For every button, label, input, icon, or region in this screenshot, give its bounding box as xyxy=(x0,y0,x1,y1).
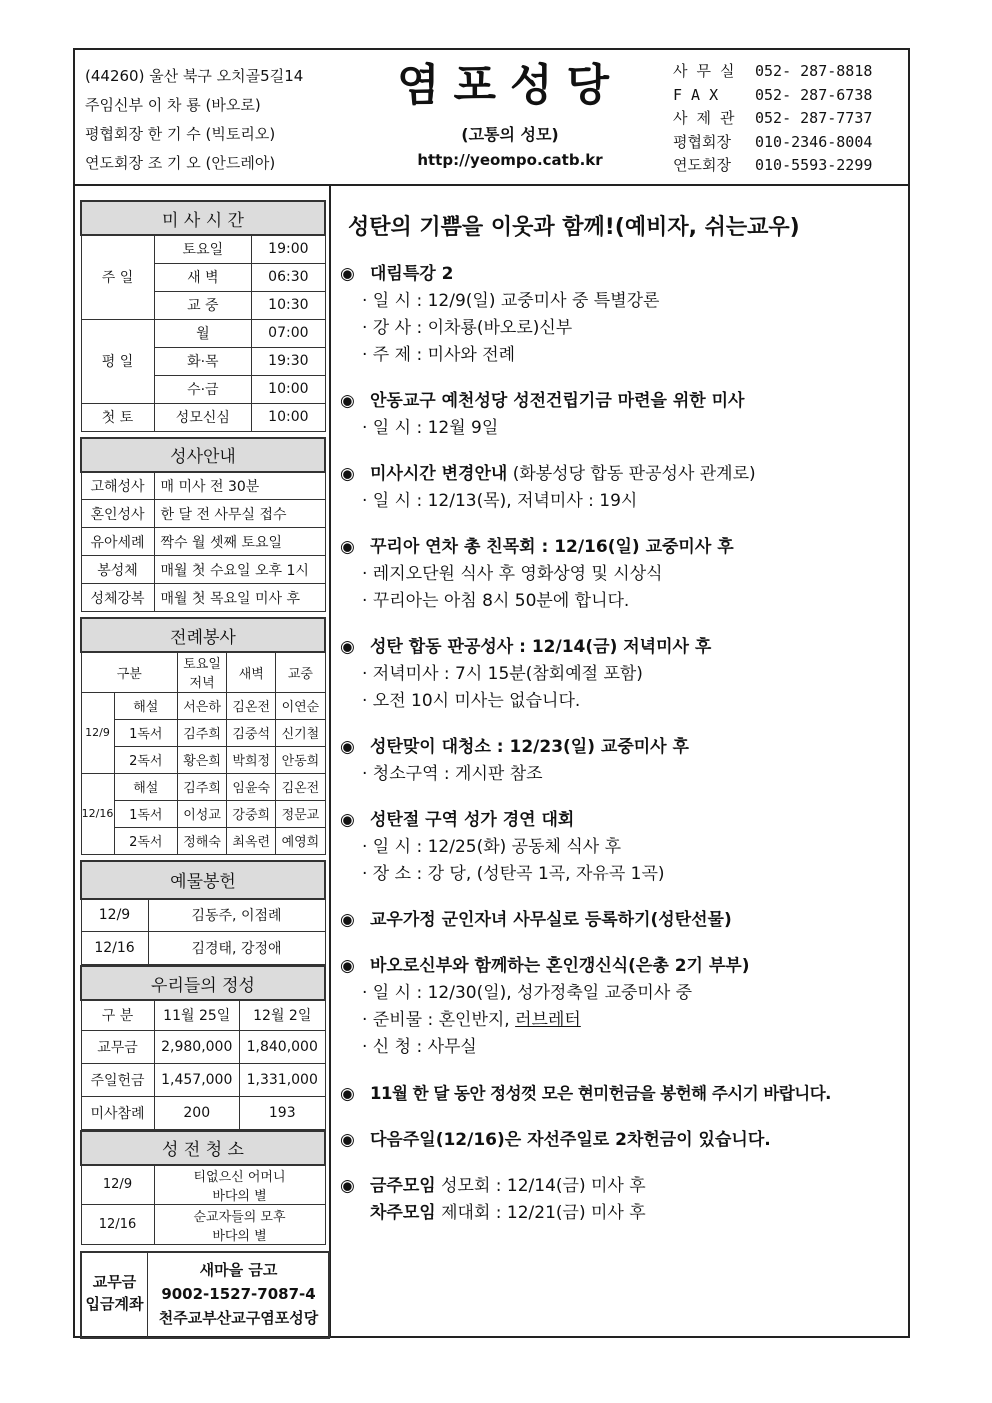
parish-url[interactable]: http://yeompo.catb.kr xyxy=(417,151,603,169)
sacrament-desc: 한 달 전 사무실 접수 xyxy=(154,500,325,528)
meeting-label: 금주모임 xyxy=(370,1176,436,1196)
mass-day: 월 xyxy=(154,319,252,347)
notice-title: 다음주일(12/16)은 자선주일로 2차헌금이 있습니다. xyxy=(370,1130,771,1150)
mass-time: 10:30 xyxy=(252,291,325,319)
name-cell: 황은희 xyxy=(178,746,227,773)
notice-line: · 일 시 : 12월 9일 xyxy=(362,418,499,438)
name-cell: 이성교 xyxy=(178,800,227,827)
role: 2독서 xyxy=(114,746,178,773)
name-cell: 최옥련 xyxy=(227,827,276,854)
mass-time: 19:00 xyxy=(252,235,325,263)
donation-value: 193 xyxy=(240,1096,326,1129)
name-cell: 이연순 xyxy=(276,692,325,719)
offering-date: 12/9 xyxy=(81,899,148,932)
name-cell: 박희정 xyxy=(227,746,276,773)
name-cell: 예영희 xyxy=(276,827,325,854)
cleaning-line: 티없으신 어머니 xyxy=(193,1169,286,1185)
contact-label: 연도회장 xyxy=(673,156,731,174)
offering-names: 김경태, 강정애 xyxy=(148,932,325,965)
notices-column xyxy=(340,200,905,1246)
parish-title: 염포성당 xyxy=(396,60,623,111)
notice-item xyxy=(340,388,905,442)
notice-line: · 꾸리아는 아침 8시 50분에 합니다. xyxy=(362,591,630,611)
notice-title: 성탄절 구역 성가 경연 대회 xyxy=(370,810,575,830)
contact-label: 사 무 실 xyxy=(673,62,735,80)
bullet-icon: ◉ xyxy=(340,537,355,557)
col-header-line: 저녁 xyxy=(189,676,215,692)
bullet-icon: ◉ xyxy=(340,810,355,830)
weekday-label: 평 일 xyxy=(81,319,154,403)
mass-time: 19:30 xyxy=(252,347,325,375)
mass-day: 교 중 xyxy=(154,291,252,319)
name-cell: 김온전 xyxy=(227,692,276,719)
role: 해설 xyxy=(114,692,178,719)
col-header xyxy=(178,652,227,692)
bulletin-frame xyxy=(73,48,910,1338)
notice-line: · 일 시 : 12/30(일), 성가정축일 교중미사 중 xyxy=(362,983,693,1003)
contact-value: 010-5593-2299 xyxy=(755,156,873,174)
notice-item xyxy=(340,734,905,788)
mass-day: 토요일 xyxy=(154,235,252,263)
cleaning-group xyxy=(154,1205,325,1245)
mass-day: 화·목 xyxy=(154,347,252,375)
bank-account-number: 9002-1527-7087-4 xyxy=(161,1285,316,1303)
notice-item xyxy=(340,907,905,934)
sacrament-desc: 매월 첫 목요일 미사 후 xyxy=(154,584,325,612)
group-date: 12/16 xyxy=(81,773,114,854)
col-header: 구분 xyxy=(81,652,178,692)
role: 1독서 xyxy=(114,800,178,827)
first-sat-label: 첫 토 xyxy=(81,403,154,431)
notice-title: 대림특강 2 xyxy=(370,264,454,284)
notice-title: 안동교구 예천성당 성전건립기금 마련을 위한 미사 xyxy=(370,391,745,411)
contact-label: 사 제 관 xyxy=(673,109,735,127)
sacrament-desc: 매월 첫 수요일 오후 1시 xyxy=(154,556,325,584)
bullet-icon: ◉ xyxy=(340,391,355,411)
name-cell: 정문교 xyxy=(276,800,325,827)
sacrament-name: 성체강복 xyxy=(81,584,154,612)
pastor-line: 주임신부 이 차 룡 (바오로) xyxy=(85,96,261,114)
name-cell: 서은하 xyxy=(178,692,227,719)
bank-label-line: 교무금 xyxy=(92,1273,137,1291)
contact-value: 010-2346-8004 xyxy=(755,132,873,151)
col-header: 새벽 xyxy=(227,652,276,692)
notice-item xyxy=(340,534,905,615)
name-cell: 김온전 xyxy=(276,773,325,800)
notice-line-text: · 준비물 : 혼인반지, xyxy=(362,1010,516,1030)
bank-label-line: 입금계좌 xyxy=(85,1295,144,1313)
role: 해설 xyxy=(114,773,178,800)
role: 2독서 xyxy=(114,827,178,854)
address-line: (44260) 울산 북구 오치골5길14 xyxy=(85,67,304,85)
notice-item xyxy=(340,953,905,1061)
mass-times-table xyxy=(80,200,326,432)
section-heading: 성사안내 xyxy=(81,438,325,472)
mass-time: 10:00 xyxy=(252,375,325,403)
prayer-president-line: 연도회장 조 기 오 (안드레아) xyxy=(85,154,276,172)
cleaning-table xyxy=(80,1130,326,1246)
bullet-icon: ◉ xyxy=(340,464,355,484)
notices-headline: 성탄의 기쁨을 이웃과 함께!(예비자, 쉬는교우) xyxy=(348,215,800,240)
cleaning-line: 순교자들의 모후 xyxy=(193,1209,286,1225)
contact-row xyxy=(673,84,872,108)
donations-table xyxy=(80,965,326,1130)
donation-value: 1,457,000 xyxy=(154,1063,240,1096)
sacrament-desc: 짝수 월 셋째 토요일 xyxy=(154,528,325,556)
sacrament-name: 고해성사 xyxy=(81,472,154,500)
bank-label xyxy=(82,1253,148,1337)
section-heading: 미 사 시 간 xyxy=(81,201,325,235)
bullet-icon: ◉ xyxy=(340,956,355,976)
header-info xyxy=(85,62,303,178)
offering-date: 12/16 xyxy=(81,932,148,965)
parish-subtitle: (고통의 성모) xyxy=(461,125,559,144)
bullet-icon: ◉ xyxy=(340,1176,355,1196)
contact-label: 평협회장 xyxy=(673,132,731,151)
mass-time: 06:30 xyxy=(252,263,325,291)
section-heading: 성 전 청 소 xyxy=(81,1131,325,1165)
notice-title: 미사시간 변경안내 xyxy=(370,464,508,484)
notice-item xyxy=(340,1080,905,1108)
contact-row xyxy=(673,131,872,155)
left-column xyxy=(80,200,326,1339)
notice-item xyxy=(340,807,905,888)
council-president-line: 평협회장 한 기 수 (빅토리오) xyxy=(85,125,276,143)
sacraments-table xyxy=(80,437,326,613)
header-title-block xyxy=(380,56,640,169)
notice-item xyxy=(340,634,905,715)
liturgy-table xyxy=(80,617,326,855)
bullet-icon: ◉ xyxy=(340,637,355,657)
cleaning-date: 12/9 xyxy=(81,1165,154,1205)
bank-details xyxy=(149,1253,328,1337)
notice-title: 교우가정 군인자녀 사무실로 등록하기(성탄선물) xyxy=(370,910,732,930)
donation-value: 1,840,000 xyxy=(240,1030,326,1063)
notice-line: · 일 시 : 12/13(목), 저녁미사 : 19시 xyxy=(362,491,638,511)
offering-names: 김동주, 이점례 xyxy=(148,899,325,932)
mass-day: 새 벽 xyxy=(154,263,252,291)
notice-title: 바오로신부와 함께하는 혼인갱신식(은총 2기 부부) xyxy=(370,956,750,976)
bank-account-box xyxy=(80,1251,330,1339)
notice-line: · 일 시 : 12/9(일) 교중미사 중 특별강론 xyxy=(362,291,660,311)
sacrament-desc: 매 미사 전 30분 xyxy=(154,472,325,500)
notice-title: 꾸리아 연차 총 친목회 : 12/16(일) 교중미사 후 xyxy=(370,537,734,557)
notice-line: · 저녁미사 : 7시 15분(참회예절 포함) xyxy=(362,664,643,684)
name-cell: 강중희 xyxy=(227,800,276,827)
notice-item xyxy=(340,461,905,515)
donation-label: 주일헌금 xyxy=(81,1063,154,1096)
notice-line xyxy=(340,1007,905,1034)
meeting-label: 차주모임 xyxy=(370,1203,436,1223)
bank-name: 새마을 금고 xyxy=(199,1261,278,1279)
contact-row xyxy=(673,154,872,178)
notice-note: (화봉성당 합동 판공성사 관계로) xyxy=(507,464,756,484)
group-date: 12/9 xyxy=(81,692,114,773)
bullet-icon: ◉ xyxy=(340,1130,355,1150)
col-header: 교중 xyxy=(276,652,325,692)
name-cell: 안동희 xyxy=(276,746,325,773)
cleaning-group xyxy=(154,1165,325,1205)
bank-holder: 천주교부산교구염포성당 xyxy=(158,1309,319,1327)
name-cell: 정해숙 xyxy=(178,827,227,854)
col-header: 구 분 xyxy=(81,1000,154,1030)
donation-label: 교무금 xyxy=(81,1030,154,1063)
notice-title: 성탄 합동 판공성사 : 12/14(금) 저녁미사 후 xyxy=(370,637,712,657)
notice-line: · 오전 10시 미사는 없습니다. xyxy=(362,691,581,711)
notice-title: 성탄맞이 대청소 : 12/23(일) 교중미사 후 xyxy=(370,737,689,757)
contact-label: F A X xyxy=(673,85,719,104)
cleaning-line: 바다의 별 xyxy=(212,1228,267,1244)
meeting-text: 제대회 : 12/21(금) 미사 후 xyxy=(435,1203,646,1223)
role: 1독서 xyxy=(114,719,178,746)
meetings-item xyxy=(340,1173,905,1227)
bullet-icon: ◉ xyxy=(340,910,355,930)
contact-value: 052- 287-8818 xyxy=(755,62,873,80)
cleaning-date: 12/16 xyxy=(81,1205,154,1245)
col-header-line: 토요일 xyxy=(183,657,221,673)
contact-value: 052- 287-7737 xyxy=(755,109,873,127)
sunday-label: 주 일 xyxy=(81,235,154,319)
section-heading: 예물봉헌 xyxy=(81,861,325,899)
sacrament-name: 봉성체 xyxy=(81,556,154,584)
mass-day: 수·금 xyxy=(154,375,252,403)
donation-value: 1,331,000 xyxy=(240,1063,326,1096)
name-cell: 신기철 xyxy=(276,719,325,746)
donation-label: 미사참례 xyxy=(81,1096,154,1129)
contact-value: 052- 287-6738 xyxy=(755,85,873,104)
column-divider xyxy=(329,186,331,1338)
notice-item xyxy=(340,261,905,369)
name-cell: 김주희 xyxy=(178,773,227,800)
sacrament-name: 혼인성사 xyxy=(81,500,154,528)
bullet-icon: ◉ xyxy=(340,737,355,757)
header xyxy=(75,50,908,186)
bullet-icon: ◉ xyxy=(340,264,355,284)
col-header: 11월 25일 xyxy=(154,1000,240,1030)
notice-line: · 장 소 : 강 당, (성탄곡 1곡, 자유곡 1곡) xyxy=(362,864,665,884)
contact-row xyxy=(673,60,872,84)
name-cell: 김중석 xyxy=(227,719,276,746)
section-heading: 전례봉사 xyxy=(81,618,325,652)
mass-time: 07:00 xyxy=(252,319,325,347)
bullet-icon: ◉ xyxy=(340,1084,355,1104)
notice-line: · 레지오단원 식사 후 영화상영 및 시상식 xyxy=(362,564,663,584)
notice-item xyxy=(340,1127,905,1154)
name-cell: 김주희 xyxy=(178,719,227,746)
donation-value: 200 xyxy=(154,1096,240,1129)
underlined-text: 러브레터 xyxy=(515,1010,581,1030)
notice-line: · 강 사 : 이차룡(바오로)신부 xyxy=(362,318,573,338)
notice-line: · 신 청 : 사무실 xyxy=(362,1037,477,1057)
sacrament-name: 유아세례 xyxy=(81,528,154,556)
donation-value: 2,980,000 xyxy=(154,1030,240,1063)
contact-list xyxy=(673,60,872,178)
col-header: 12월 2일 xyxy=(240,1000,326,1030)
meeting-text: 성모회 : 12/14(금) 미사 후 xyxy=(435,1176,646,1196)
section-heading: 우리들의 정성 xyxy=(81,966,325,1000)
mass-time: 10:00 xyxy=(252,403,325,431)
notice-line: · 주 제 : 미사와 전례 xyxy=(362,345,516,365)
name-cell: 임윤숙 xyxy=(227,773,276,800)
notice-line: · 일 시 : 12/25(화) 공동체 식사 후 xyxy=(362,837,622,857)
cleaning-line: 바다의 별 xyxy=(212,1188,267,1204)
notice-title: 11월 한 달 동안 정성껏 모은 현미헌금을 봉헌해 주시기 바랍니다. xyxy=(370,1084,831,1103)
offering-table xyxy=(80,860,326,966)
notice-line: · 청소구역 : 게시판 참조 xyxy=(362,764,543,784)
contact-row xyxy=(673,107,872,131)
mass-day: 성모신심 xyxy=(154,403,252,431)
